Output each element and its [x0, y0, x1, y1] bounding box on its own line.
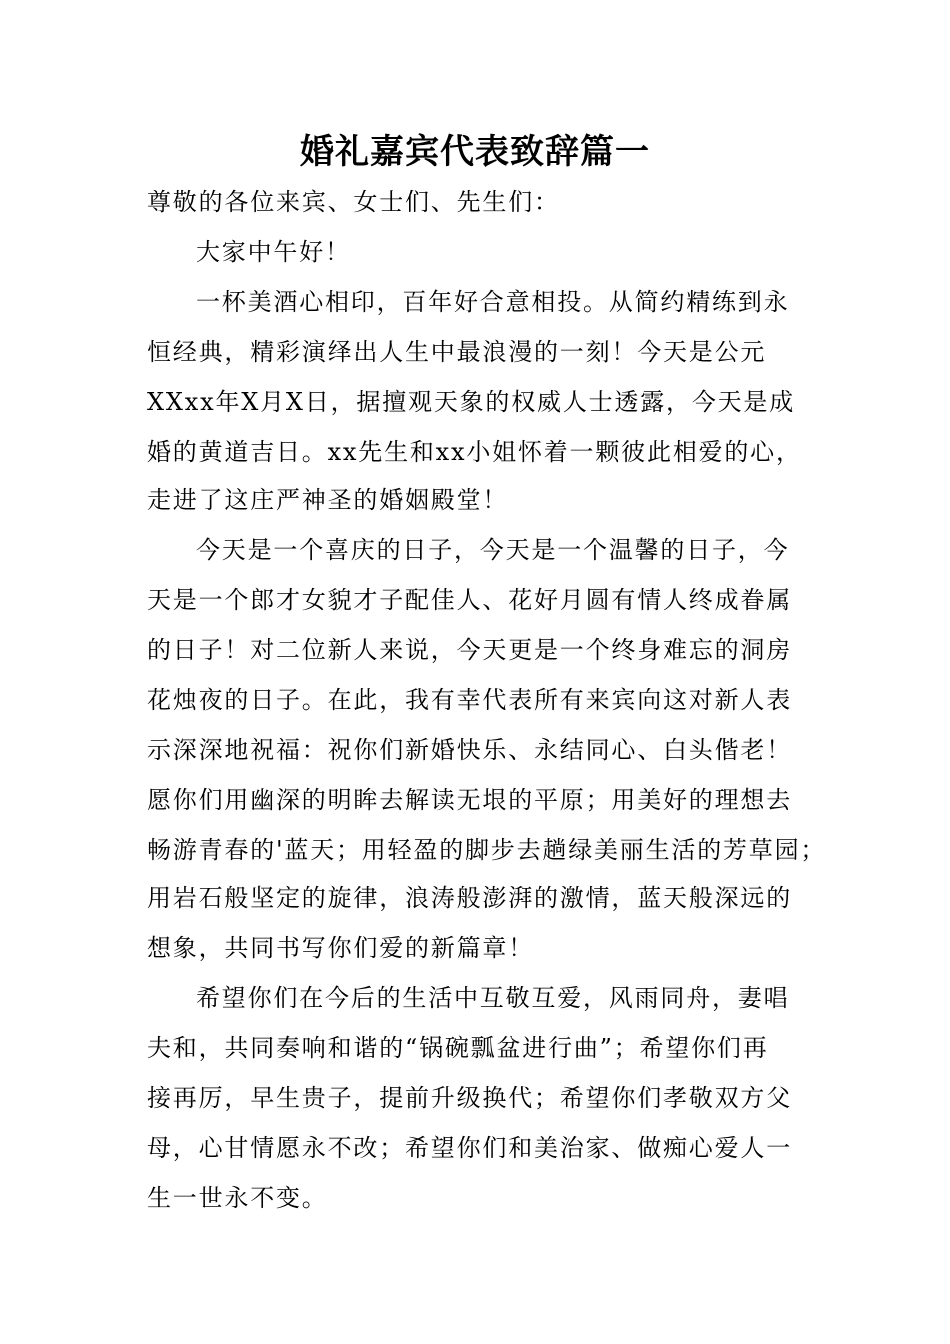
salutation-line: 尊敬的各位来宾、女士们、先生们： [147, 188, 560, 216]
paragraph-2-line-2: 天是一个郎才女貌才子配佳人、花好月圆有情人终成眷属 [147, 586, 792, 614]
paragraph-1-line-3: XXxx年X月X日，据擅观天象的权威人士透露，今天是成 [147, 388, 796, 416]
paragraph-2-line-4: 花烛夜的日子。在此，我有幸代表所有来宾向这对新人表 [147, 686, 792, 714]
paragraph-2-line-6: 愿你们用幽深的明眸去解读无垠的平原；用美好的理想去 [147, 786, 792, 814]
paragraph-1-line-1: 一杯美酒心相印，百年好合意相投。从简约精练到永 [196, 288, 790, 316]
paragraph-3-line-4: 母，心甘情愿永不改；希望你们和美治家、做痴心爱人一 [147, 1134, 792, 1162]
paragraph-1-line-5: 走进了这庄严神圣的婚姻殿堂！ [147, 486, 509, 514]
paragraph-2-line-5: 示深深地祝福：祝你们新婚快乐、永结同心、白头偕老！ [147, 736, 792, 764]
paragraph-3-line-2: 夫和，共同奏响和谐的“锅碗瓢盆进行曲”；希望你们再 [147, 1034, 769, 1062]
paragraph-2-line-3: 的日子！对二位新人来说，今天更是一个终身难忘的洞房 [147, 636, 792, 664]
paragraph-3-line-1: 希望你们在今后的生活中互敬互爱，风雨同舟，妻唱 [196, 984, 790, 1012]
paragraph-2-line-8: 用岩石般坚定的旋律，浪涛般澎湃的激情，蓝天般深远的 [147, 884, 792, 912]
document-title: 婚礼嘉宾代表致辞篇一 [300, 132, 650, 172]
paragraph-3-line-3: 接再厉，早生贵子，提前升级换代；希望你们孝敬双方父 [147, 1084, 792, 1112]
paragraph-2-line-7: 畅游青春的'蓝天；用轻盈的脚步去趟绿美丽生活的芳草园； [147, 836, 827, 864]
paragraph-2-line-9: 想象，共同书写你们爱的新篇章！ [147, 934, 534, 962]
paragraph-2-line-1: 今天是一个喜庆的日子，今天是一个温馨的日子，今 [196, 536, 790, 564]
paragraph-1-line-2: 恒经典，精彩演绎出人生中最浪漫的一刻！今天是公元 [147, 338, 767, 366]
greeting-line: 大家中午好！ [196, 238, 351, 266]
paragraph-3-line-5: 生一世永不变。 [147, 1184, 328, 1212]
paragraph-1-line-4: 婚的黄道吉日。xx先生和xx小姐怀着一颗彼此相爱的心， [147, 438, 802, 466]
